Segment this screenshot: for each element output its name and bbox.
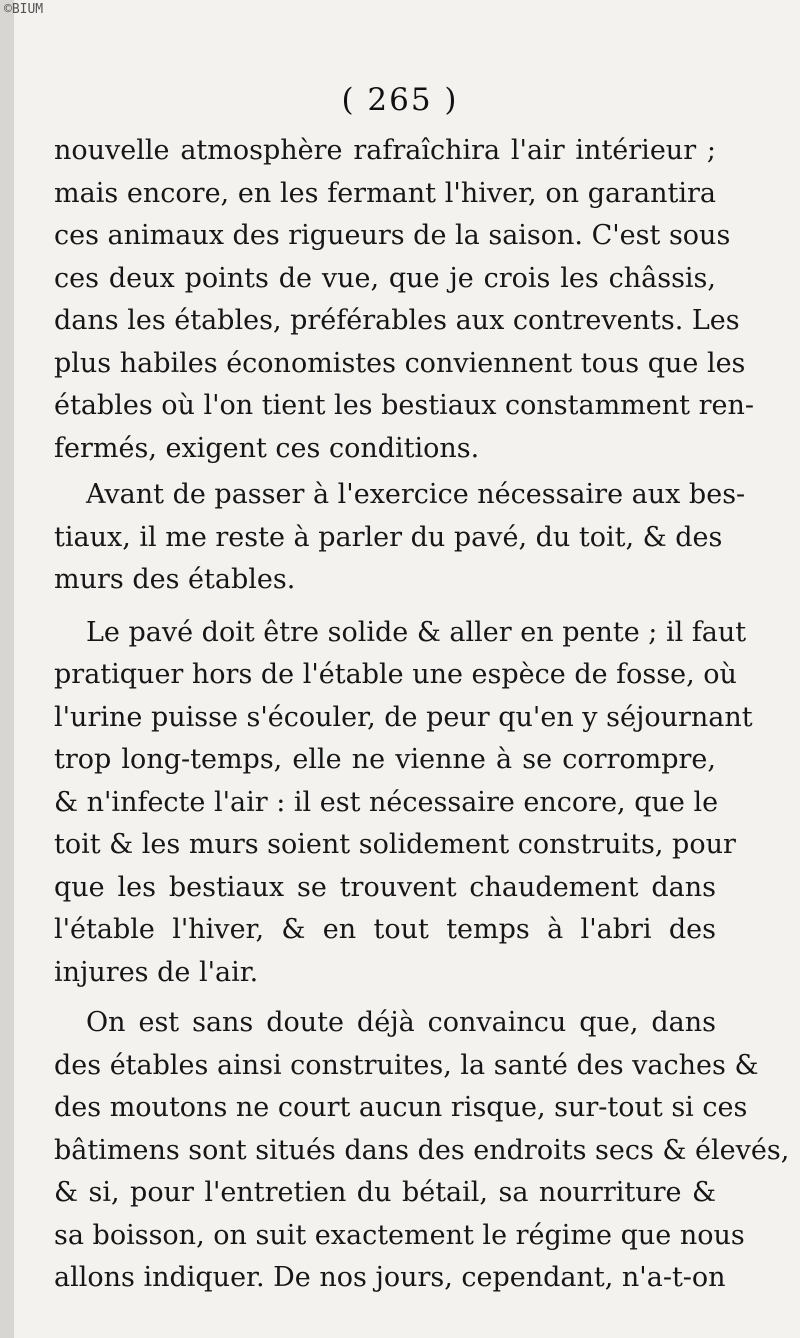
text-line: bâtimens sont situés dans des endroits secs & élevés, (54, 1134, 790, 1166)
text-line: dans les étables, préférables aux contrevents. Les (54, 305, 740, 336)
page-gutter (0, 0, 14, 1338)
text-line: allons indiquer. De nos jours, cependant, n'a-t-on (54, 1262, 726, 1293)
text-line: sa boisson, on suit exactement le régime que nous (54, 1219, 745, 1251)
text-line: que les bestiaux se trouvent chaudement dans (54, 871, 716, 903)
text-line: tiaux, il me reste à parler du pavé, du toit, & des (54, 521, 723, 553)
text-line: plus habiles économistes conviennent tous que les (54, 347, 746, 379)
text-line: injures de l'air. (54, 956, 259, 988)
text-line: étables où l'on tient les bestiaux constamment ren- (54, 390, 754, 421)
text-line: trop long-temps, elle ne vienne à se corrompre, (54, 744, 716, 775)
text-line: des moutons ne court aucun risque, sur-tout si ces (54, 1092, 748, 1123)
text-line: Avant de passer à l'exercice nécessaire aux bes- (86, 479, 746, 510)
text-line: pratiquer hors de l'étable une espèce de fosse, où (54, 659, 737, 690)
text-line: On est sans doute déjà convaincu que, dans (86, 1007, 716, 1038)
text-line: Le pavé doit être solide & aller en pente ; il faut (86, 616, 747, 648)
text-line: ces deux points de vue, que je crois les châssis, (54, 262, 716, 294)
text-line: l'étable l'hiver, & en tout temps à l'abri des (54, 914, 716, 945)
body-text (54, 130, 790, 1300)
paragraph (54, 130, 754, 470)
text-line: des étables ainsi construites, la santé des vaches & (54, 1049, 759, 1081)
paragraph (54, 474, 746, 602)
text-line: fermés, exigent ces conditions. (54, 432, 480, 464)
paragraph (54, 1002, 790, 1300)
paragraph (54, 612, 753, 995)
text-line: nouvelle atmosphère rafraîchira l'air intérieur ; (54, 135, 716, 166)
page-number: ( 265 ) (341, 82, 459, 118)
library-watermark: ©BIUM (4, 2, 44, 17)
text-line: toit & les murs soient solidement construits, pour (54, 829, 736, 860)
text-line: l'urine puisse s'écouler, de peur qu'en y séjournant (54, 701, 753, 733)
text-line: ces animaux des rigueurs de la saison. C'est sous (54, 220, 731, 251)
text-line: & n'infecte l'air : il est nécessaire encore, que le (54, 786, 719, 818)
text-line: murs des étables. (54, 564, 296, 595)
text-line: & si, pour l'entretien du bétail, sa nourriture & (54, 1177, 716, 1208)
text-line: mais encore, en les fermant l'hiver, on garantira (54, 177, 716, 209)
